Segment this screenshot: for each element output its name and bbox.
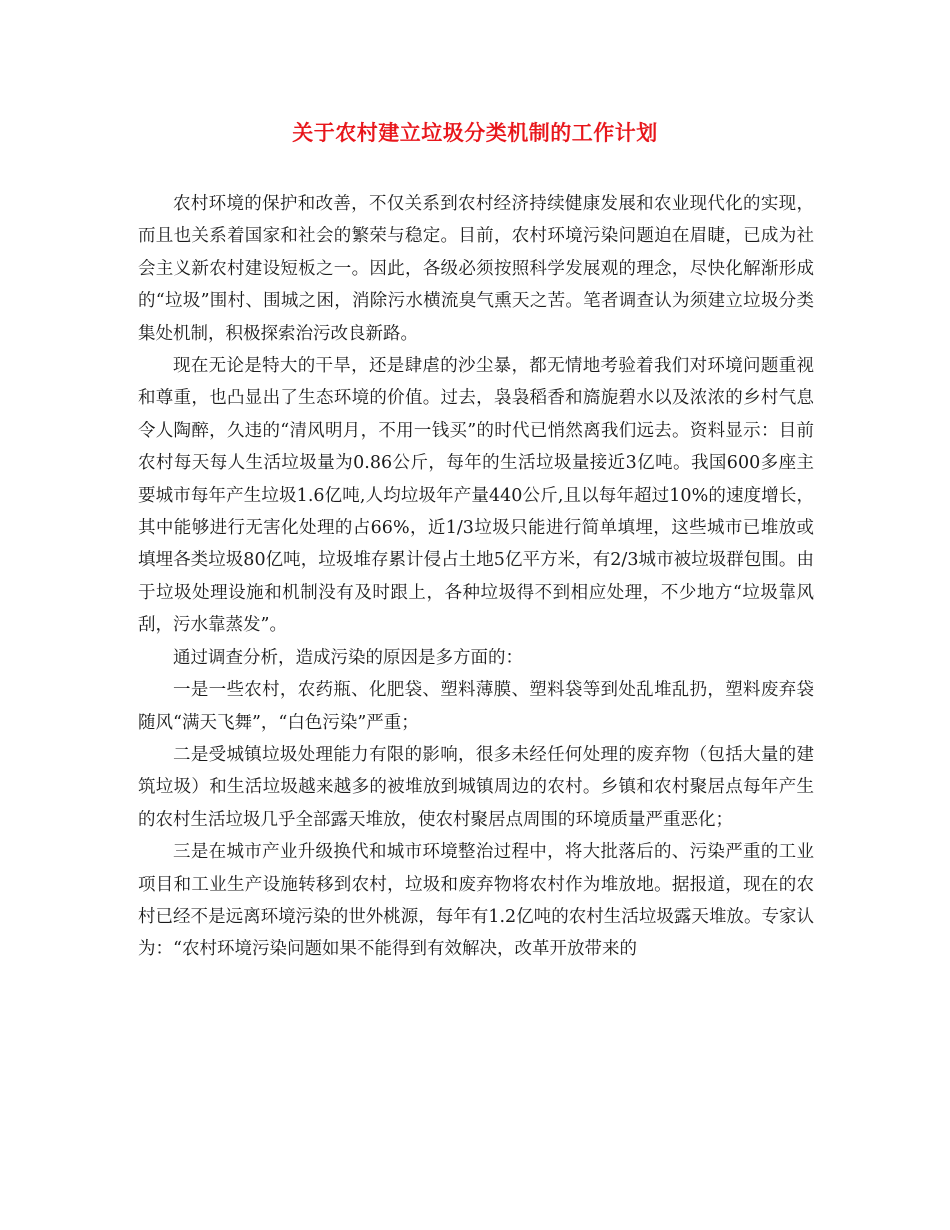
paragraph-causes-lead: 通过调查分析，造成污染的原因是多方面的： [173, 647, 523, 668]
document-title: 关于农村建立垃圾分类机制的工作计划 [292, 120, 658, 145]
paragraph-intro: 农村环境的保护和改善，不仅关系到农村经济持续健康发展和农业现代化的实现，而且也关系着国家和社会的繁荣与稳定。目前，农村环境污染问题迫在眉睫，已成为社会主义新农村建设短板之一。因此，各级必须按照科学发展观的理念，尽快化解渐形成的“垃圾”围村、围城之困，消除污水横流臭气熏天之苦。笔者调查认为须建立垃圾分类集处机制，积极探索治污改良新路。 [138, 194, 814, 344]
paragraph-cause-3: 三是在城市产业升级换代和城市环境整治过程中，将大批落后的、污染严重的工业项目和工业生产设施转移到农村，垃圾和废弃物将农村作为堆放地。据报道，现在的农村已经不是远离环境污染的世外桃源，每年有1.2亿吨的农村生活垃圾露天堆放。专家认为：“农村环境污染问题如果不能得到有效解决，改革开放带来的 [138, 842, 814, 960]
document-body [138, 188, 814, 966]
paragraph-cause-1: 一是一些农村，农药瓶、化肥袋、塑料薄膜、塑料袋等到处乱堆乱扔，塑料废弃袋随风“满天飞舞”，“白色污染”严重； [138, 680, 814, 733]
paragraph-cause-2: 二是受城镇垃圾处理能力有限的影响，很多未经任何处理的废弃物（包括大量的建筑垃圾）和生活垃圾越来越多的被堆放到城镇周边的农村。乡镇和农村聚居点每年产生的农村生活垃圾几乎全部露天堆放，使农村聚居点周围的环境质量严重恶化； [138, 744, 814, 830]
paragraph-statistics: 现在无论是特大的干旱，还是肆虐的沙尘暴，都无情地考验着我们对环境问题重视和尊重，也凸显出了生态环境的价值。过去，袅袅稻香和旖旎碧水以及浓浓的乡村气息令人陶醉，久违的“清风明月，不用一钱买”的时代已悄然离我们远去。资料显示：目前农村每天每人生活垃圾量为0.86公斤，每年的生活垃圾量接近3亿吨。我国600多座主要城市每年产生垃圾1.6亿吨,人均垃圾年产量440公斤,且以每年超过10%的速度增长，其中能够进行无害化处理的占66%，近1/3垃圾只能进行简单填埋，这些城市已堆放或填埋各类垃圾80亿吨，垃圾堆存累计侵占土地5亿平方米，有2/3城市被垃圾群包围。由于垃圾处理设施和机制没有及时跟上，各种垃圾得不到相应处理，不少地方“垃圾靠风刮，污水靠蒸发”。 [138, 356, 814, 636]
